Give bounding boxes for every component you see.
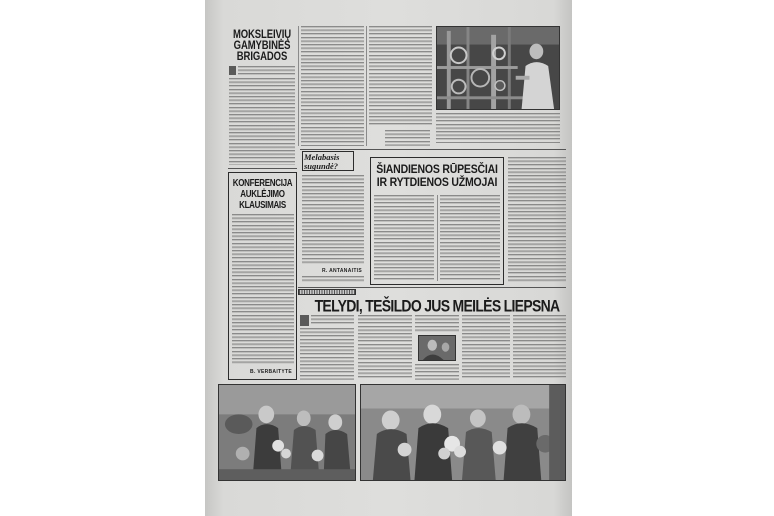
- conference-headline-line-3: KLAUSIMAIS: [239, 198, 286, 211]
- small-inset-photo: [418, 335, 456, 361]
- top-middle-column-1-text: [301, 26, 364, 146]
- love-body-text-lead: [311, 315, 354, 326]
- conference-body-text: [232, 214, 294, 364]
- top-middle-column-2-text: [369, 26, 432, 126]
- concerns-headline-line-1: ŠIANDIENOS RŪPESČIAI: [376, 162, 498, 177]
- question-body-text: [302, 175, 364, 265]
- brigades-headline-line-2: GAMYBINĖS: [233, 38, 291, 53]
- concerns-body-text-column-2: [440, 195, 500, 281]
- question-headline-line-2: sugundė?: [304, 161, 339, 171]
- section-rule-top: [300, 149, 566, 150]
- brigades-body-text-lead: [238, 66, 295, 76]
- brigades-headline-line-1: MOKSLEIVIŲ: [232, 27, 292, 42]
- love-body-text-column-5: [513, 315, 566, 380]
- love-body-text-column-4: [462, 315, 510, 380]
- column-rule: [366, 26, 367, 146]
- concerns-body-text-column-1: [374, 195, 434, 281]
- section-rule-bottom: [298, 287, 566, 288]
- love-article-headline: TELYDI, TEŠILDO JUS MEILĖS LIEPSNA: [314, 295, 560, 315]
- column-rule: [437, 195, 438, 281]
- conference-byline: B. VERBAITYTE: [250, 369, 292, 375]
- question-byline-affiliation: [302, 276, 364, 283]
- love-body-text-column-1: [300, 328, 354, 380]
- brigades-drop-cap: [229, 66, 236, 75]
- question-byline: R. ANTANAITIS: [321, 268, 362, 274]
- column-rule: [298, 26, 299, 146]
- photo-women-with-bouquets: [360, 384, 566, 481]
- brigades-body-text: [229, 78, 295, 165]
- concerns-headline-line-2: IR RYTDIENOS UŽMOJAI: [376, 175, 498, 190]
- love-body-text-column-2: [358, 315, 412, 380]
- conference-headline-line-1: KONFERENCIJA: [232, 176, 293, 189]
- love-body-text-column-3-top: [415, 315, 459, 332]
- photo-caption-text: [436, 113, 560, 143]
- question-headline-line-1: Melabasis: [304, 152, 340, 162]
- right-column-text: [508, 157, 566, 283]
- love-body-text-column-3-bottom: [415, 364, 459, 380]
- top-middle-column-2-signature: [385, 130, 430, 146]
- photo-factory-machinery: [436, 26, 560, 110]
- photo-group-with-flowers: [218, 384, 356, 481]
- love-article-drop-cap: [300, 315, 309, 326]
- conference-headline-line-2: AUKLĖJIMO: [240, 187, 285, 200]
- brigades-headline-line-3: BRIGADOS: [236, 49, 288, 64]
- brigades-bottom-rule: [228, 168, 297, 169]
- section-rubric-banner: [298, 289, 356, 295]
